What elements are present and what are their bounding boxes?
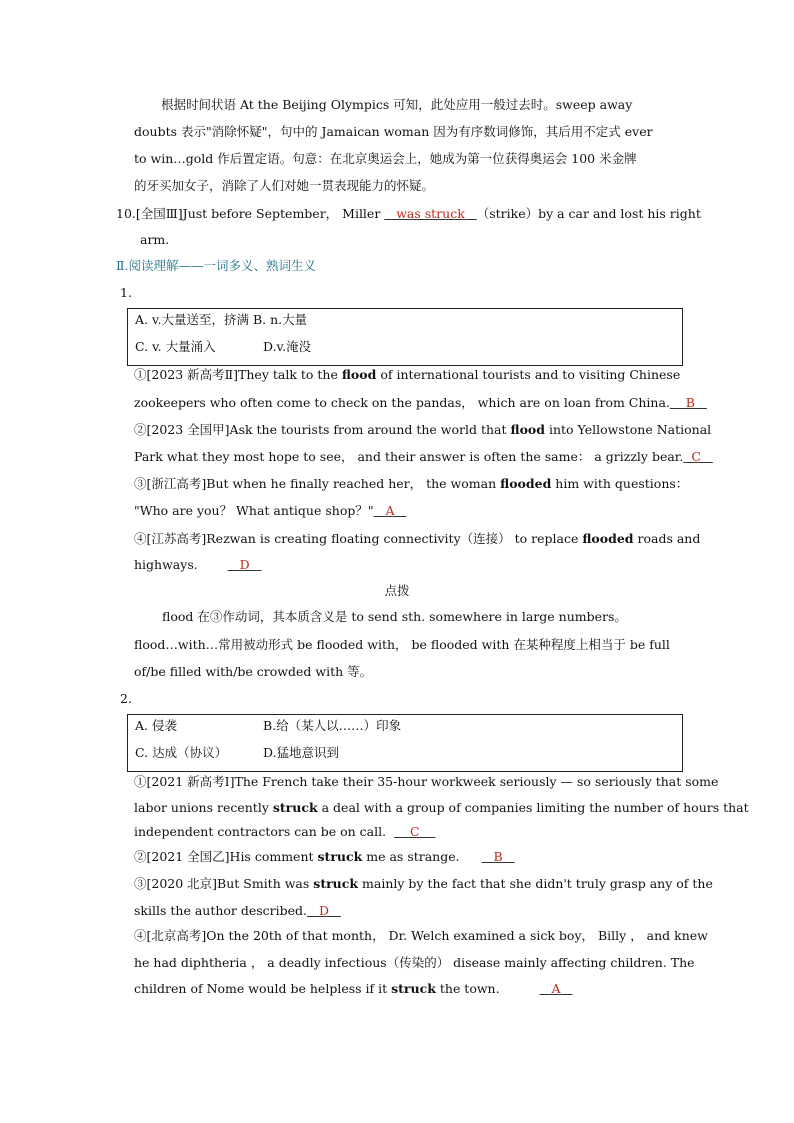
b2s1-line2-pre: labor unions recently — [134, 800, 273, 815]
b2s3-line2: skills the author described. — [134, 903, 308, 918]
b1s2-pre: ②[2023 全国甲]Ask the tourists from around the world that — [134, 422, 511, 437]
block-1-sentence-4 — [134, 530, 700, 548]
question-10-line-2: arm. — [140, 232, 170, 247]
block-1-sentence-3-line-2 — [134, 502, 406, 520]
block-2-options-box — [127, 714, 683, 772]
b2s2-answer: B — [481, 849, 515, 864]
block-2-sentence-2 — [134, 848, 515, 866]
b1s4-post: roads and — [633, 531, 701, 546]
b2s4-keyword: struck — [391, 981, 436, 996]
tip-title: 点拨 — [384, 583, 410, 598]
b2s1-line3: independent contractors can be on call. — [134, 824, 387, 839]
b1s3-post: him with questions： — [551, 476, 689, 491]
b1s4-pre: ④[江苏高考]Rezwan is creating floating connectivity（连接） to replace — [134, 531, 583, 546]
block-2-sentence-1-line-2 — [134, 799, 749, 817]
block-1-options-row-1: A. v.大量送至，挤满 B. n.大量 — [135, 312, 308, 327]
question-10 — [116, 205, 701, 223]
block-2-sentence-1-line-3 — [134, 823, 435, 841]
b2s2-keyword: struck — [317, 849, 363, 864]
explanation-line-4: 的牙买加女子，消除了人们对她一贯表现能力的怀疑。 — [134, 178, 435, 193]
b2s1-keyword: struck — [272, 800, 318, 815]
b2s1-answer: C — [394, 824, 436, 839]
block-1-sentence-4-line-2 — [134, 556, 262, 574]
block-1-options-box — [127, 308, 683, 366]
b1s1-keyword: flood — [341, 367, 377, 382]
b2s1-line2-post: a deal with a group of companies limiting the number of hours that — [317, 800, 749, 815]
block-1-number: 1. — [120, 285, 132, 300]
b2s3-post: mainly by the fact that she didn't truly grasp any of the — [358, 876, 713, 891]
block-2-option-b: B.给（某人以……）印象 — [263, 718, 402, 733]
b2s3-keyword: struck — [313, 876, 359, 891]
block-2-option-d: D.猛地意识到 — [263, 745, 340, 760]
b1s1-line2: zookeepers who often come to check on the pandas， which are on loan from China. — [134, 395, 670, 410]
block-2-number: 2. — [120, 691, 132, 706]
block-2-sentence-3-line-2 — [134, 902, 341, 920]
b1s3-pre: ③[浙江高考]But when he finally reached her， the woman — [134, 476, 501, 491]
b1s1-post: of international tourists and to visiting Chinese — [376, 367, 681, 382]
b2s2-post: me as strange. — [362, 849, 460, 864]
b1s2-answer: C — [683, 449, 713, 464]
b1s1-pre: ①[2023 新高考Ⅱ]They talk to the — [134, 367, 342, 382]
block-2-sentence-4-line-2: he had diphtheria ， a deadly infectious（传染的） disease mainly affecting children. The — [134, 955, 695, 970]
b1s4-keyword: flooded — [582, 531, 634, 546]
section-heading: Ⅱ.阅读理解——一词多义、熟词生义 — [116, 258, 316, 273]
tip-line-2: flood…with…常用被动形式 be flooded with， be flooded with 在某种程度上相当于 be full — [134, 637, 670, 652]
b2s4-answer: A — [539, 981, 573, 996]
b1s4-answer: D — [227, 557, 262, 572]
b1s3-line2: "Who are you？ What antique shop？" — [134, 503, 374, 518]
block-1-sentence-2-line-2 — [134, 448, 713, 466]
question-10-prefix: 10.[全国Ⅲ]Just before September， Miller — [116, 206, 385, 221]
question-10-answer: was struck — [384, 206, 477, 221]
question-10-suffix: （strike）by a car and lost his right — [476, 206, 701, 221]
b1s3-keyword: flooded — [500, 476, 552, 491]
b1s2-post: into Yellowstone National — [545, 422, 712, 437]
block-2-option-c: C. 达成（协议） — [135, 745, 228, 760]
b1s2-line2: Park what they most hope to see， and their answer is often the same： a grizzly bear. — [134, 449, 684, 464]
b2s2-pre: ②[2021 全国乙]His comment — [134, 849, 318, 864]
block-1-option-d: D.v.淹没 — [263, 339, 312, 354]
explanation-line-3: to win…gold 作后置定语。句意：在北京奥运会上，她成为第一位获得奥运会 100 米金牌 — [134, 151, 637, 166]
b2s3-answer: D — [307, 903, 341, 918]
b2s4-line3-pre: children of Nome would be helpless if it — [134, 981, 392, 996]
b1s4-line2: highways. — [134, 557, 198, 572]
tip-line-1: flood 在③作动词，其本质含义是 to send sth. somewhere in large numbers。 — [162, 609, 627, 624]
block-1-sentence-1 — [134, 366, 680, 384]
block-1-sentence-1-line-2 — [134, 394, 707, 412]
explanation-line-2: doubts 表示"消除怀疑"，句中的 Jamaican woman 因为有序数词修饰，其后用不定式 ever — [134, 124, 653, 139]
b2s4-line3-post: the town. — [435, 981, 500, 996]
b1s1-answer: B — [669, 395, 707, 410]
tip-line-3: of/be filled with/be crowded with 等。 — [134, 664, 373, 679]
b1s3-answer: A — [373, 503, 407, 518]
block-2-sentence-3 — [134, 875, 713, 893]
explanation-line-1: 根据时间状语 At the Beijing Olympics 可知，此处应用一般过去时。sweep away — [161, 97, 633, 112]
b2s3-pre: ③[2020 北京]But Smith was — [134, 876, 314, 891]
block-1-sentence-3 — [134, 475, 688, 493]
block-2-sentence-1: ①[2021 新高考Ⅰ]The French take their 35-hour workweek seriously — so seriously that some — [134, 774, 719, 789]
block-1-sentence-2 — [134, 421, 711, 439]
block-2-option-a: A. 侵袭 — [135, 718, 177, 733]
block-1-option-c: C. v. 大量涌入 — [135, 339, 216, 354]
b1s2-keyword: flood — [510, 422, 546, 437]
block-2-sentence-4: ④[北京高考]On the 20th of that month， Dr. Welch examined a sick boy， Billy ， and knew — [134, 928, 708, 943]
block-2-sentence-4-line-3 — [134, 980, 572, 998]
